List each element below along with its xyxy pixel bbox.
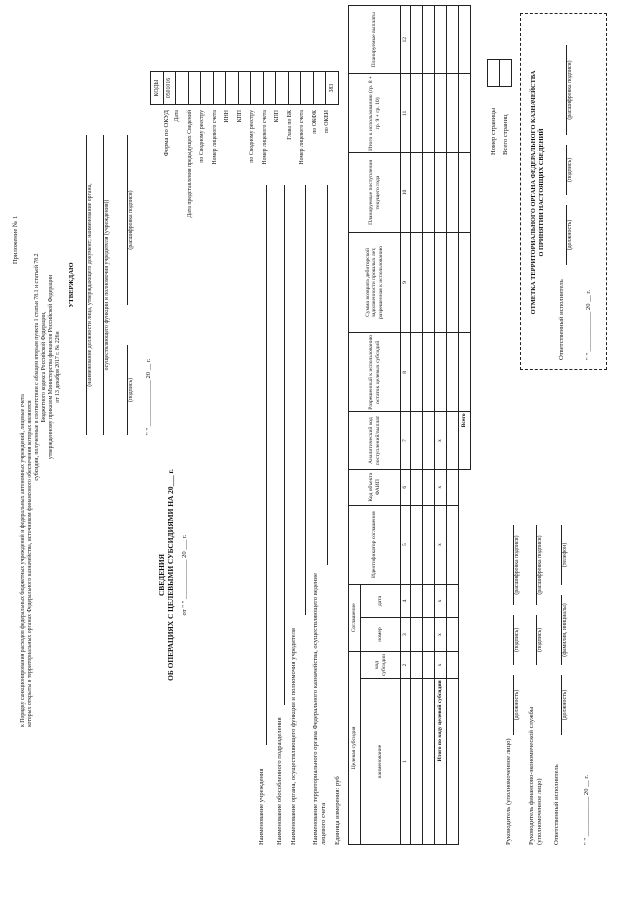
codes-value bbox=[251, 72, 264, 105]
sign-head-label: Руководитель (уполномоченное лицо) bbox=[505, 738, 512, 845]
th-number: номер bbox=[361, 618, 401, 652]
approve-title: УТВЕРЖДАЮ bbox=[68, 262, 75, 308]
sign-date: " " ____________ 20 __ г. bbox=[583, 775, 590, 845]
main-table bbox=[348, 5, 471, 845]
codes-label: по ОКФК bbox=[311, 110, 318, 134]
th-debt: Сумма возврата дебиторской задолженности прошлых лет, разрешенная к использованию bbox=[349, 232, 401, 333]
sign-executor-label: Ответственный исполнитель bbox=[553, 764, 560, 845]
codes-label: Номер лицевого счета bbox=[299, 110, 305, 165]
doc-title: СВЕДЕНИЯ bbox=[157, 553, 166, 597]
table-row bbox=[423, 6, 435, 845]
stamp-cap-name: (расшифровка подписи) bbox=[567, 60, 573, 120]
column-number: 3 bbox=[401, 618, 411, 652]
appendix-title: Приложение № 1 bbox=[12, 215, 19, 265]
sign-head-cap-name: (расшифровка подписи) bbox=[514, 535, 520, 595]
pages-total-box bbox=[499, 59, 512, 87]
codes-value bbox=[213, 72, 226, 105]
th-name: наименование bbox=[361, 679, 401, 845]
approve-caption-signature: (подпись) bbox=[128, 377, 134, 403]
codes-value bbox=[201, 72, 214, 105]
column-number: 4 bbox=[401, 584, 411, 618]
appendix-line-4: Бюджетного кодекса Российской Федерации, bbox=[41, 311, 47, 423]
sign-finance-label: Руководитель финансово-экономической службы (уполномоченное лицо) bbox=[528, 706, 543, 845]
stamp-cap-position: (должность) bbox=[567, 219, 573, 251]
appendix-line-1: к Порядку санкционирования расходов федеральных бюджетных учреждений и федеральных автономных учреждений, лицевые счета bbox=[20, 394, 26, 727]
subtotal-x: x bbox=[435, 505, 447, 584]
column-number: 10 bbox=[401, 153, 411, 232]
subtotal-x: x bbox=[435, 618, 447, 652]
th-allowed: Разрешенный к использованию остаток целевых субсидий bbox=[349, 333, 401, 412]
approve-caption-org: осуществляющего функции и полномочия учредителя (учреждения)) bbox=[104, 199, 110, 371]
codes-value bbox=[226, 72, 239, 105]
codes-label: по ОКЕИ bbox=[324, 110, 330, 134]
codes-label: по Сводному реестру bbox=[249, 110, 255, 163]
th-kosgu: Код объекта ФАИП bbox=[349, 469, 401, 505]
field-treasury-label: Наименование территориального органа Федерального казначейства, осуществляющего ведение лицевого счета bbox=[312, 573, 327, 845]
total-label: Всего bbox=[459, 412, 471, 469]
codes-value bbox=[188, 72, 201, 105]
codes-value bbox=[238, 72, 251, 105]
field-treasury-line bbox=[327, 185, 328, 565]
codes-label: Дата представления предыдущих Сведений bbox=[186, 110, 193, 218]
column-number: 9 bbox=[401, 232, 411, 333]
codes-value bbox=[301, 72, 314, 105]
th-date: дата bbox=[361, 584, 401, 618]
field-institution-line bbox=[266, 185, 267, 745]
th-ident: Идентификатор соглашения bbox=[349, 505, 401, 584]
approve-caption-person: (наименование должности лица, утверждающего документ; наименование органа, bbox=[87, 183, 93, 387]
column-number: 12 bbox=[401, 6, 411, 74]
table-row bbox=[411, 6, 423, 845]
doc-date: от " " ____________ 20 ___ г. bbox=[181, 534, 188, 616]
th-code: код субсидии bbox=[361, 651, 401, 678]
codes-label: Номер лицевого счета bbox=[211, 110, 218, 165]
subtotal-x: x bbox=[435, 584, 447, 618]
appendix-line-2: которых открыты в территориальных органах Федерального казначейства, источником финансового обеспечения которых являются bbox=[27, 400, 33, 727]
column-number: 6 bbox=[401, 469, 411, 505]
pages-total-label: Всего страниц bbox=[502, 114, 509, 155]
field-unit-label: Единица измерения: руб bbox=[334, 776, 341, 845]
codes-label: КПП bbox=[274, 110, 280, 123]
th-planned-in: Планируемые поступления текущего года bbox=[349, 153, 401, 232]
stamp-title-2: О ПРИНЯТИИ НАСТОЯЩИХ СВЕДЕНИЙ bbox=[538, 128, 545, 257]
total-row bbox=[459, 6, 471, 845]
codes-label: Глава по БК bbox=[286, 110, 293, 140]
codes-label: по Сводному реестру bbox=[199, 110, 205, 163]
th-planned-out: Планируемые выплаты bbox=[349, 6, 401, 74]
sign-executor-cap-position: (должность) bbox=[562, 689, 568, 721]
field-subdivision-label: Наименование обособленного подразделения bbox=[276, 717, 283, 845]
field-subdivision-line bbox=[284, 185, 285, 705]
appendix-line-5: утвержденному приказом Министерства финансов Российской Федерации bbox=[48, 274, 54, 460]
approve-date: " " ______________ 20 __ г. bbox=[145, 358, 152, 435]
column-number: 2 bbox=[401, 651, 411, 678]
stamp-date: " " ____________ 20 __ г. bbox=[585, 290, 592, 360]
field-founder-label: Наименование органа, осуществляющего функции и полномочия учредителя bbox=[290, 628, 297, 845]
codes-value bbox=[263, 72, 276, 105]
sign-executor-cap-phone: (телефон) bbox=[562, 542, 568, 568]
th-total: Итого к использованию (гр. 8 + гр. 9 + гр. 10) bbox=[349, 74, 401, 153]
codes-value bbox=[288, 72, 301, 105]
subtotal-label: Итого по коду целевой субсидии bbox=[435, 679, 447, 845]
codes-label: Дата bbox=[174, 110, 180, 122]
sign-head-cap-signature: (подпись) bbox=[514, 627, 520, 653]
page-number-label: Номер страницы bbox=[490, 107, 497, 155]
subtotal-x: x bbox=[435, 651, 447, 678]
sign-executor-cap-fullname: (фамилия, инициалы) bbox=[562, 603, 568, 657]
codes-value: 383 bbox=[326, 72, 339, 105]
column-number: 5 bbox=[401, 505, 411, 584]
codes-label: ИНН bbox=[224, 110, 230, 123]
column-number: 8 bbox=[401, 333, 411, 412]
column-number: 1 bbox=[401, 679, 411, 845]
stamp-title-1: ОТМЕТКА ТЕРРИТОРИАЛЬНОГО ОРГАНА ФЕДЕРАЛЬНОГО КАЗНАЧЕЙСТВА bbox=[530, 70, 537, 315]
column-number: 11 bbox=[401, 74, 411, 153]
field-founder-line bbox=[305, 185, 306, 615]
codes-value bbox=[176, 72, 189, 105]
approve-caption-name: (расшифровка подписи) bbox=[128, 190, 134, 250]
codes-value bbox=[276, 72, 289, 105]
codes-box bbox=[150, 71, 339, 105]
codes-header: КОДЫ bbox=[151, 72, 164, 105]
th-agreement-group: Соглашение bbox=[349, 584, 361, 651]
column-number: 7 bbox=[401, 412, 411, 469]
column-numbers-row bbox=[401, 6, 411, 845]
sign-head-cap-position: (должность) bbox=[514, 689, 520, 721]
appendix-line-3: субсидии, полученные в соответствии с абзацем вторым пункта 1 статьи 78.1 и статьей 78.2 bbox=[34, 253, 40, 481]
subtotal-x: x bbox=[435, 412, 447, 469]
field-institution-label: Наименование учреждения bbox=[258, 768, 265, 845]
subtotal-x: x bbox=[435, 469, 447, 505]
sign-finance-cap-name: (расшифровка подписи) bbox=[537, 535, 543, 595]
codes-form-value: 0501016 bbox=[163, 72, 176, 105]
table-row bbox=[447, 6, 459, 845]
codes-value bbox=[313, 72, 326, 105]
stamp-cap-signature: (подпись) bbox=[567, 157, 573, 183]
stamp-executor-label: Ответственный исполнитель bbox=[558, 279, 565, 360]
codes-label: Номер лицевого счета bbox=[261, 110, 268, 165]
appendix-line-6: от 13 декабря 2017 г. № 226н bbox=[55, 331, 61, 403]
th-analytic: Аналитический код поступлений/выплат bbox=[349, 412, 401, 469]
codes-label: КПП bbox=[236, 110, 243, 123]
th-subsidy-group: Целевая субсидия bbox=[349, 651, 361, 844]
codes-form-label: Форма по ОКУД bbox=[163, 110, 170, 157]
doc-subtitle: ОБ ОПЕРАЦИЯХ С ЦЕЛЕВЫМИ СУБСИДИЯМИ НА 20___ г. bbox=[166, 469, 175, 681]
sign-finance-cap-signature: (подпись) bbox=[537, 627, 543, 653]
subtotal-row bbox=[435, 6, 447, 845]
